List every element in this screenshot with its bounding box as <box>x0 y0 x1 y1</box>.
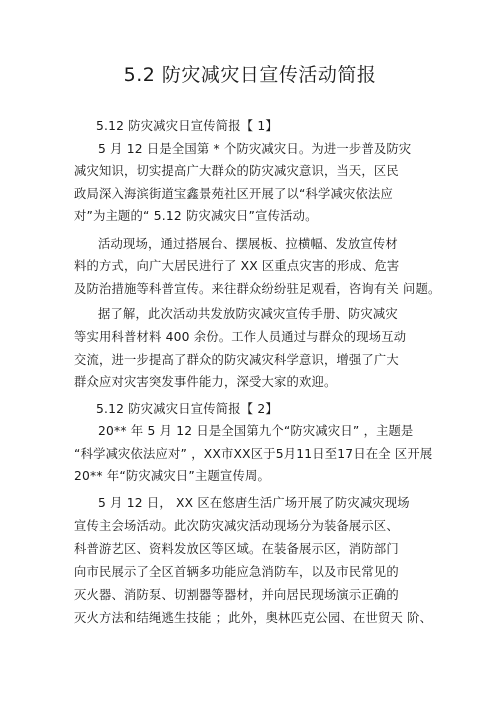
paragraph-line: 20** 年“防灾减灾日”主题宣传周。 <box>74 469 270 483</box>
paragraph-line: 灭火方法和结绳逃生技能 ；此外，奥林匹克公园、在世贸天 阶、 <box>74 611 433 625</box>
paragraph-line: 20** 年 5 月 12 日是全国第九个“防灾减灾日” ，主题是 <box>98 424 414 438</box>
paragraph-line: 5 月 12 日， XX 区在悠唐生活广场开展了防灾减灾现场 <box>98 496 410 510</box>
paragraph-line: 等实用科普材料 400 余份。工作人员通过与群众的现场互动 <box>74 330 407 344</box>
paragraph-line: 5 月 12 日是全国第 * 个防灾减灾日。为进一步普及防灾 <box>98 142 412 156</box>
paragraph-line: 交流，进一步提高了群众的防灾减灾科学意识，增强了广大 <box>74 353 399 367</box>
paragraph-line: 对”为主题的“ 5.12 防灾减灾日”宣传活动。 <box>74 209 318 223</box>
paragraph-line: 向市民展示了全区首辆多功能应急消防车，以及市民常见的 <box>74 565 399 579</box>
paragraph-line: 群众应对灾害突发事件能力，深受大家的欢迎。 <box>74 375 337 389</box>
paragraph-line: 政局深入海滨街道宝鑫景苑社区开展了以“科学减灾依法应 <box>74 187 393 201</box>
paragraph-line: 据了解，此次活动共发放防灾减灾宣传手册、防灾减灾 <box>98 307 398 321</box>
paragraph-line: 灭火器、消防泵、切割器等器材，并向居民现场演示正确的 <box>74 588 399 602</box>
document-title: 5.2 防灾减灾日宣传活动简报 <box>123 64 377 86</box>
paragraph-line: 减灾知识，切实提高广大群众的防灾减灾意识，当天，区民 <box>74 164 399 178</box>
paragraph-line: 活动现场，通过搭展台、摆展板、拉横幅、发放宣传材 <box>98 237 398 251</box>
paragraph-line: 料的方式，向广大居民进行了 XX 区重点灾害的形成、危害 <box>74 259 400 273</box>
paragraph-line: 及防治措施等科普宣传。来往群众纷纷驻足观看，咨询有关 问题。 <box>74 282 441 296</box>
paragraph-line: “科学减灾依法应对” ，XX市XX区于5月11日至17日在全 区开展 <box>74 447 433 461</box>
section-heading-1: 5.12 防灾减灾日宣传简报【 1】 <box>96 119 278 133</box>
paragraph-line: 科普游艺区、资料发放区等区域。在装备展示区，消防部门 <box>74 542 399 556</box>
paragraph-line: 宣传主会场活动。此次防灾减灾活动现场分为装备展示区、 <box>74 519 399 533</box>
section-heading-2: 5.12 防灾减灾日宣传简报【 2】 <box>96 402 278 416</box>
